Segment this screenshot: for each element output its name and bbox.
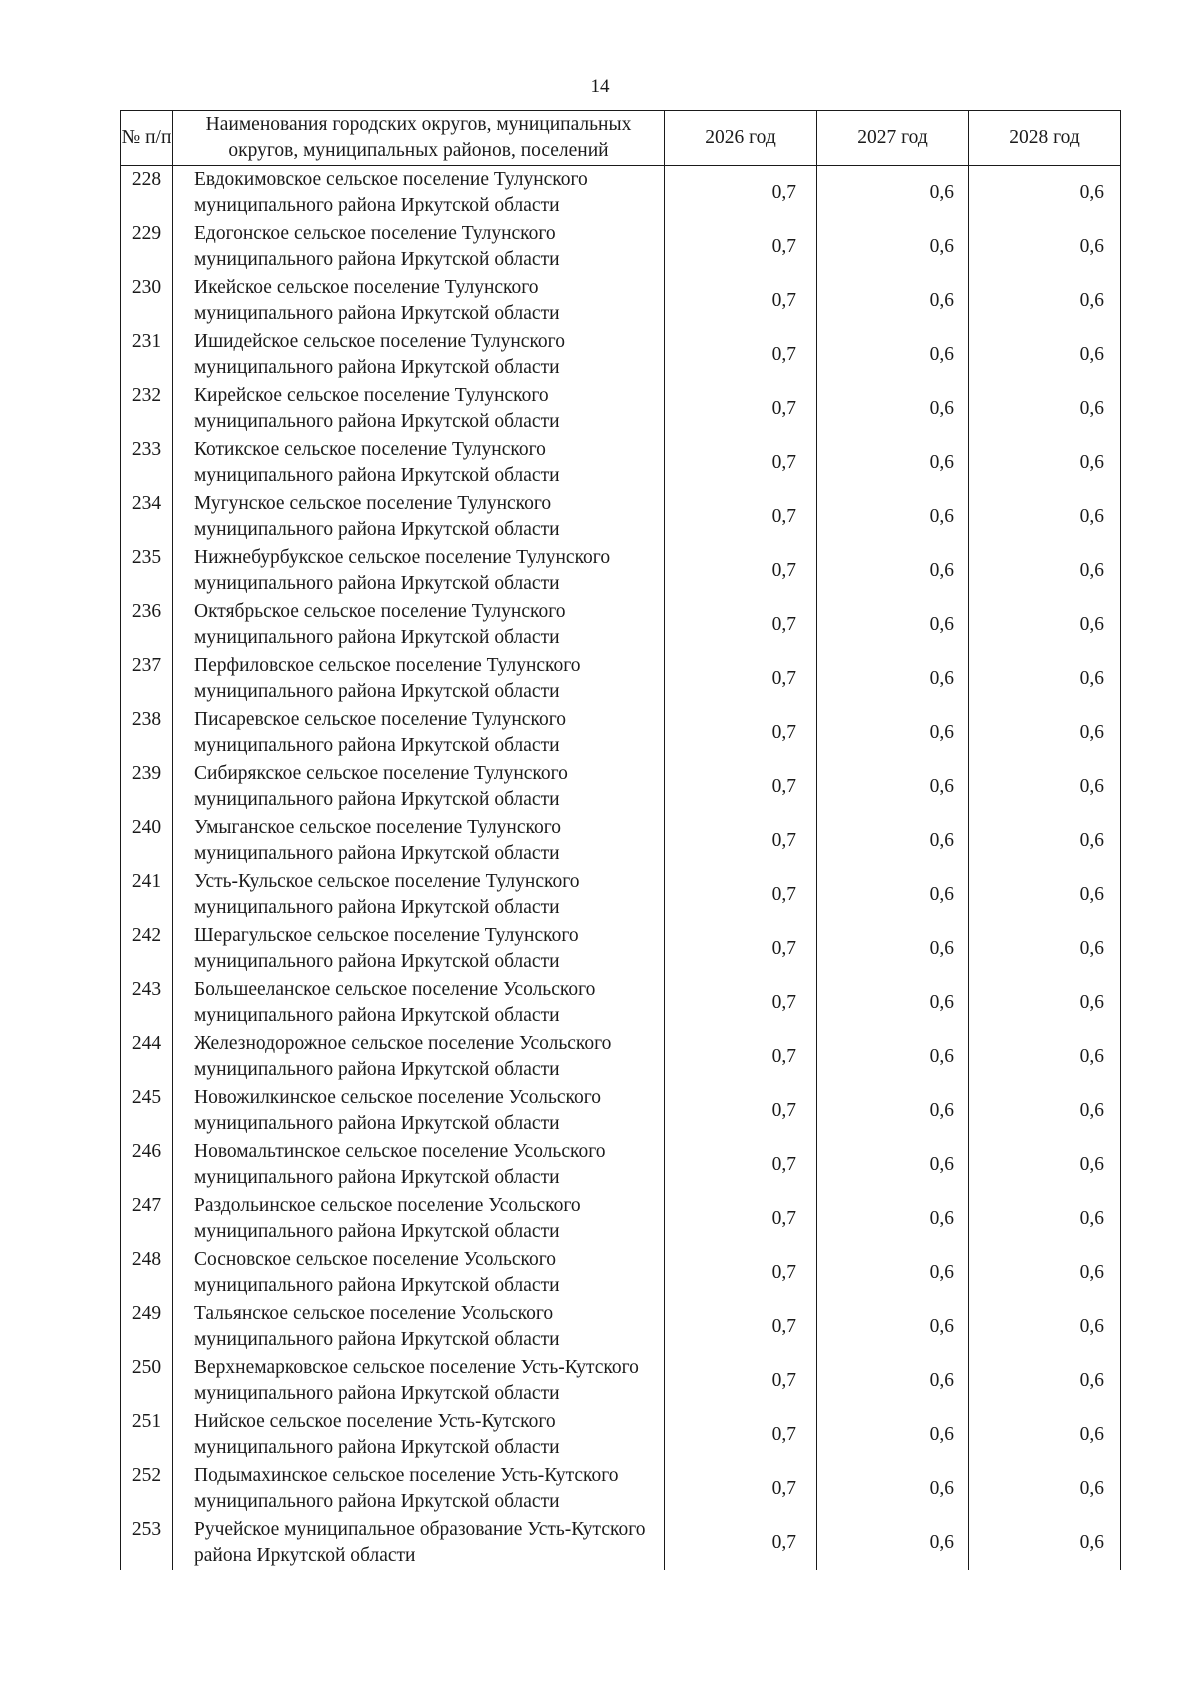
row-number: 234: [121, 490, 173, 544]
row-number: 250: [121, 1354, 173, 1408]
table-row: [121, 814, 1121, 868]
row-value-2028: 0,6: [969, 436, 1121, 490]
row-value-2028: 0,6: [969, 1192, 1121, 1246]
row-number: 237: [121, 652, 173, 706]
table-row: [121, 544, 1121, 598]
row-name: Большееланское сельское поселение Усольского муниципального района Иркутской области: [173, 976, 665, 1030]
row-value-2027: 0,6: [817, 328, 969, 382]
row-value-2028: 0,6: [969, 490, 1121, 544]
table-row: [121, 652, 1121, 706]
row-name: Подымахинское сельское поселение Усть-Кутского муниципального района Иркутской области: [173, 1462, 665, 1516]
row-name: Едогонское сельское поселение Тулунского муниципального района Иркутской области: [173, 220, 665, 274]
row-value-2026: 0,7: [665, 1030, 817, 1084]
row-value-2027: 0,6: [817, 976, 969, 1030]
row-name: Октябрьское сельское поселение Тулунского муниципального района Иркутской области: [173, 598, 665, 652]
row-value-2026: 0,7: [665, 1138, 817, 1192]
allocation-table: [120, 110, 1121, 1570]
row-value-2027: 0,6: [817, 1192, 969, 1246]
table-header: [121, 111, 1121, 166]
row-value-2026: 0,7: [665, 490, 817, 544]
table-row: [121, 274, 1121, 328]
table-body: [121, 166, 1121, 1571]
row-value-2028: 0,6: [969, 382, 1121, 436]
row-value-2028: 0,6: [969, 1084, 1121, 1138]
row-value-2027: 0,6: [817, 868, 969, 922]
row-value-2026: 0,7: [665, 274, 817, 328]
row-number: 246: [121, 1138, 173, 1192]
row-name: Железнодорожное сельское поселение Усольского муниципального района Иркутской области: [173, 1030, 665, 1084]
header-2027: 2027 год: [817, 111, 969, 166]
row-value-2028: 0,6: [969, 220, 1121, 274]
row-value-2027: 0,6: [817, 922, 969, 976]
page-number: 14: [590, 76, 610, 97]
row-number: 233: [121, 436, 173, 490]
row-value-2028: 0,6: [969, 1354, 1121, 1408]
row-value-2027: 0,6: [817, 220, 969, 274]
row-value-2026: 0,7: [665, 382, 817, 436]
row-value-2027: 0,6: [817, 1246, 969, 1300]
row-value-2028: 0,6: [969, 814, 1121, 868]
row-number: 240: [121, 814, 173, 868]
row-value-2027: 0,6: [817, 166, 969, 221]
row-value-2028: 0,6: [969, 922, 1121, 976]
row-number: 239: [121, 760, 173, 814]
table-row: [121, 706, 1121, 760]
table-row: [121, 328, 1121, 382]
row-value-2028: 0,6: [969, 1408, 1121, 1462]
row-number: 236: [121, 598, 173, 652]
row-number: 252: [121, 1462, 173, 1516]
table-row: [121, 1246, 1121, 1300]
header-2028: 2028 год: [969, 111, 1121, 166]
row-number: 241: [121, 868, 173, 922]
row-name: Сосновское сельское поселение Усольского муниципального района Иркутской области: [173, 1246, 665, 1300]
table-row: [121, 598, 1121, 652]
row-value-2027: 0,6: [817, 436, 969, 490]
row-name: Усть-Кульское сельское поселение Тулунского муниципального района Иркутской области: [173, 868, 665, 922]
table-row: [121, 1300, 1121, 1354]
row-value-2027: 0,6: [817, 1408, 969, 1462]
row-number: 249: [121, 1300, 173, 1354]
row-value-2028: 0,6: [969, 706, 1121, 760]
table-row: [121, 1030, 1121, 1084]
row-value-2026: 0,7: [665, 814, 817, 868]
row-number: 248: [121, 1246, 173, 1300]
row-value-2027: 0,6: [817, 1516, 969, 1570]
table-row: [121, 1354, 1121, 1408]
row-value-2026: 0,7: [665, 652, 817, 706]
row-value-2028: 0,6: [969, 760, 1121, 814]
table-row: [121, 436, 1121, 490]
row-value-2026: 0,7: [665, 868, 817, 922]
row-name: Новожилкинское сельское поселение Усольского муниципального района Иркутской области: [173, 1084, 665, 1138]
row-number: 231: [121, 328, 173, 382]
table-row: [121, 1516, 1121, 1570]
row-value-2028: 0,6: [969, 1138, 1121, 1192]
row-value-2027: 0,6: [817, 1462, 969, 1516]
row-value-2026: 0,7: [665, 976, 817, 1030]
row-name: Ручейское муниципальное образование Усть-Кутского района Иркутской области: [173, 1516, 665, 1570]
row-value-2027: 0,6: [817, 382, 969, 436]
row-value-2028: 0,6: [969, 652, 1121, 706]
row-value-2026: 0,7: [665, 598, 817, 652]
row-value-2028: 0,6: [969, 976, 1121, 1030]
row-name: Перфиловское сельское поселение Тулунского муниципального района Иркутской области: [173, 652, 665, 706]
row-value-2028: 0,6: [969, 1030, 1121, 1084]
row-name: Ишидейское сельское поселение Тулунского муниципального района Иркутской области: [173, 328, 665, 382]
table-row: [121, 1408, 1121, 1462]
row-number: 229: [121, 220, 173, 274]
row-name: Икейское сельское поселение Тулунского муниципального района Иркутской области: [173, 274, 665, 328]
row-name: Верхнемарковское сельское поселение Усть-Кутского муниципального района Иркутской области: [173, 1354, 665, 1408]
row-value-2026: 0,7: [665, 1246, 817, 1300]
row-value-2026: 0,7: [665, 328, 817, 382]
table-row: [121, 760, 1121, 814]
row-value-2027: 0,6: [817, 1300, 969, 1354]
row-name: Раздольинское сельское поселение Усольского муниципального района Иркутской области: [173, 1192, 665, 1246]
row-name: Котикское сельское поселение Тулунского муниципального района Иркутской области: [173, 436, 665, 490]
row-value-2028: 0,6: [969, 598, 1121, 652]
row-value-2027: 0,6: [817, 544, 969, 598]
table-row: [121, 1192, 1121, 1246]
row-value-2028: 0,6: [969, 328, 1121, 382]
row-value-2026: 0,7: [665, 220, 817, 274]
row-value-2026: 0,7: [665, 1084, 817, 1138]
row-value-2026: 0,7: [665, 1408, 817, 1462]
row-name: Мугунское сельское поселение Тулунского муниципального района Иркутской области: [173, 490, 665, 544]
row-value-2027: 0,6: [817, 706, 969, 760]
row-value-2028: 0,6: [969, 166, 1121, 221]
row-value-2026: 0,7: [665, 1300, 817, 1354]
row-value-2028: 0,6: [969, 274, 1121, 328]
row-value-2027: 0,6: [817, 274, 969, 328]
row-number: 245: [121, 1084, 173, 1138]
row-number: 232: [121, 382, 173, 436]
row-name: Тальянское сельское поселение Усольского муниципального района Иркутской области: [173, 1300, 665, 1354]
row-value-2027: 0,6: [817, 490, 969, 544]
row-value-2027: 0,6: [817, 760, 969, 814]
row-value-2026: 0,7: [665, 706, 817, 760]
row-value-2027: 0,6: [817, 1084, 969, 1138]
row-name: Кирейское сельское поселение Тулунского муниципального района Иркутской области: [173, 382, 665, 436]
row-value-2026: 0,7: [665, 1192, 817, 1246]
row-name: Новомальтинское сельское поселение Усольского муниципального района Иркутской области: [173, 1138, 665, 1192]
table-row: [121, 166, 1121, 221]
table-row: [121, 1462, 1121, 1516]
row-value-2026: 0,7: [665, 1462, 817, 1516]
row-value-2027: 0,6: [817, 652, 969, 706]
row-number: 235: [121, 544, 173, 598]
row-value-2026: 0,7: [665, 760, 817, 814]
row-value-2028: 0,6: [969, 1462, 1121, 1516]
row-value-2028: 0,6: [969, 1246, 1121, 1300]
row-number: 251: [121, 1408, 173, 1462]
header-2026: 2026 год: [665, 111, 817, 166]
row-value-2026: 0,7: [665, 436, 817, 490]
row-name: Писаревское сельское поселение Тулунского муниципального района Иркутской области: [173, 706, 665, 760]
table-row: [121, 490, 1121, 544]
table-row: [121, 868, 1121, 922]
row-value-2026: 0,7: [665, 166, 817, 221]
table-row: [121, 922, 1121, 976]
row-value-2026: 0,7: [665, 922, 817, 976]
row-value-2028: 0,6: [969, 1300, 1121, 1354]
row-value-2026: 0,7: [665, 1516, 817, 1570]
table-row: [121, 976, 1121, 1030]
row-number: 228: [121, 166, 173, 221]
row-value-2027: 0,6: [817, 598, 969, 652]
row-number: 247: [121, 1192, 173, 1246]
table-row: [121, 1138, 1121, 1192]
row-value-2028: 0,6: [969, 544, 1121, 598]
row-number: 242: [121, 922, 173, 976]
row-name: Нийское сельское поселение Усть-Кутского муниципального района Иркутской области: [173, 1408, 665, 1462]
row-name: Шерагульское сельское поселение Тулунского муниципального района Иркутской области: [173, 922, 665, 976]
row-name: Евдокимовское сельское поселение Тулунского муниципального района Иркутской области: [173, 166, 665, 221]
row-value-2027: 0,6: [817, 1354, 969, 1408]
row-value-2027: 0,6: [817, 1030, 969, 1084]
row-value-2026: 0,7: [665, 544, 817, 598]
row-number: 238: [121, 706, 173, 760]
row-number: 253: [121, 1516, 173, 1570]
row-value-2027: 0,6: [817, 1138, 969, 1192]
row-value-2028: 0,6: [969, 868, 1121, 922]
row-number: 230: [121, 274, 173, 328]
table-row: [121, 382, 1121, 436]
row-value-2028: 0,6: [969, 1516, 1121, 1570]
table-row: [121, 220, 1121, 274]
header-number: № п/п: [121, 111, 173, 166]
row-number: 243: [121, 976, 173, 1030]
row-number: 244: [121, 1030, 173, 1084]
row-name: Сибирякское сельское поселение Тулунского муниципального района Иркутской области: [173, 760, 665, 814]
row-name: Умыганское сельское поселение Тулунского муниципального района Иркутской области: [173, 814, 665, 868]
row-value-2026: 0,7: [665, 1354, 817, 1408]
table-row: [121, 1084, 1121, 1138]
row-name: Нижнебурбукское сельское поселение Тулунского муниципального района Иркутской области: [173, 544, 665, 598]
header-name: Наименования городских округов, муниципальных округов, муниципальных районов, поселений: [173, 111, 665, 166]
row-value-2027: 0,6: [817, 814, 969, 868]
